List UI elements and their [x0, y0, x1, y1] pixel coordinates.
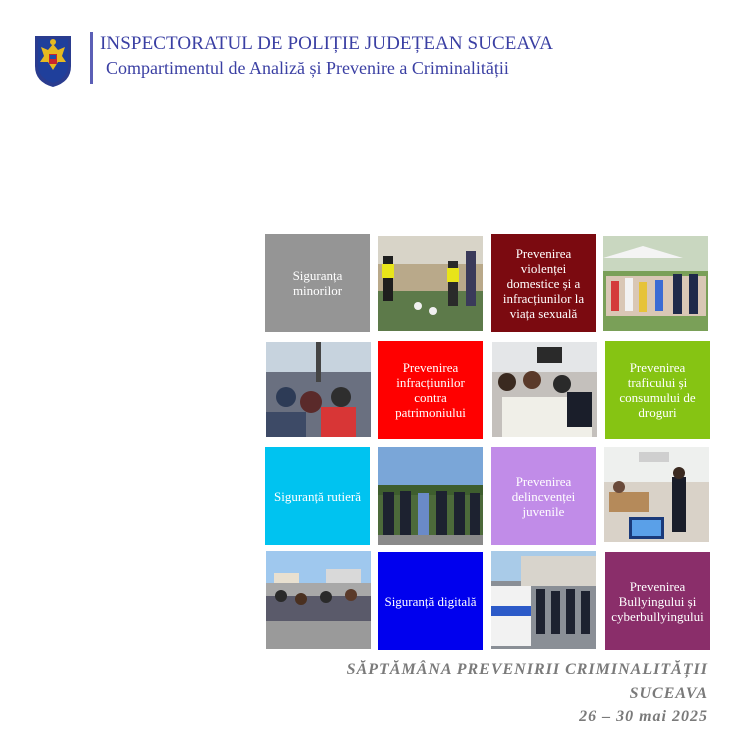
page-subtitle: Compartimentul de Analiză și Prevenire a Criminalității [106, 58, 509, 78]
tile-label: Prevenirea violenței domestice și a infracțiunilor la viața sexuală [502, 245, 585, 321]
page-title: INSPECTORATUL DE POLIȚIE JUDEȚEAN SUCEAVA [100, 33, 554, 54]
tile-label: Prevenirea infracțiunilor contra patrimoniului [395, 360, 466, 420]
photo-police-car-school [491, 551, 596, 649]
tile-label: Prevenirea traficului și consumului de droguri [619, 360, 696, 420]
tile-siguranta-digitala [378, 552, 483, 650]
tile-trafic-droguri [605, 341, 710, 439]
tile-siguranta-rutiera [265, 447, 370, 545]
photo-classroom-table [492, 342, 597, 437]
coat-of-arms-logo [32, 32, 74, 88]
tile-label: Siguranța minorilor [292, 268, 343, 298]
photo-crowd-students [266, 342, 371, 437]
tile-siguranta-minorilor [265, 234, 370, 332]
photo-classroom-presentation [604, 447, 709, 542]
photo-gym-activity [378, 236, 483, 331]
header-divider [90, 32, 93, 84]
tile-bullying [605, 552, 710, 650]
tile-delincventa-juvenila [491, 447, 596, 545]
photo-crowd-event [266, 551, 371, 649]
tile-label: Siguranță rutieră [274, 488, 361, 504]
event-title: SĂPTĂMÂNA PREVENIRII CRIMINALITĂȚII [346, 661, 708, 678]
event-dates: 26 – 30 mai 2025 [579, 708, 708, 725]
tile-violenta-domestica [491, 234, 596, 332]
tile-label: Siguranță digitală [384, 593, 477, 609]
tile-patrimoniu [378, 341, 483, 439]
photo-group-outdoor [603, 236, 708, 331]
tile-label: Prevenirea Bullyingului și cyberbullyingului [611, 578, 704, 624]
tile-label: Prevenirea delincvenței juvenile [511, 473, 576, 519]
photo-police-officers [378, 447, 483, 545]
event-location: SUCEAVA [629, 685, 708, 702]
